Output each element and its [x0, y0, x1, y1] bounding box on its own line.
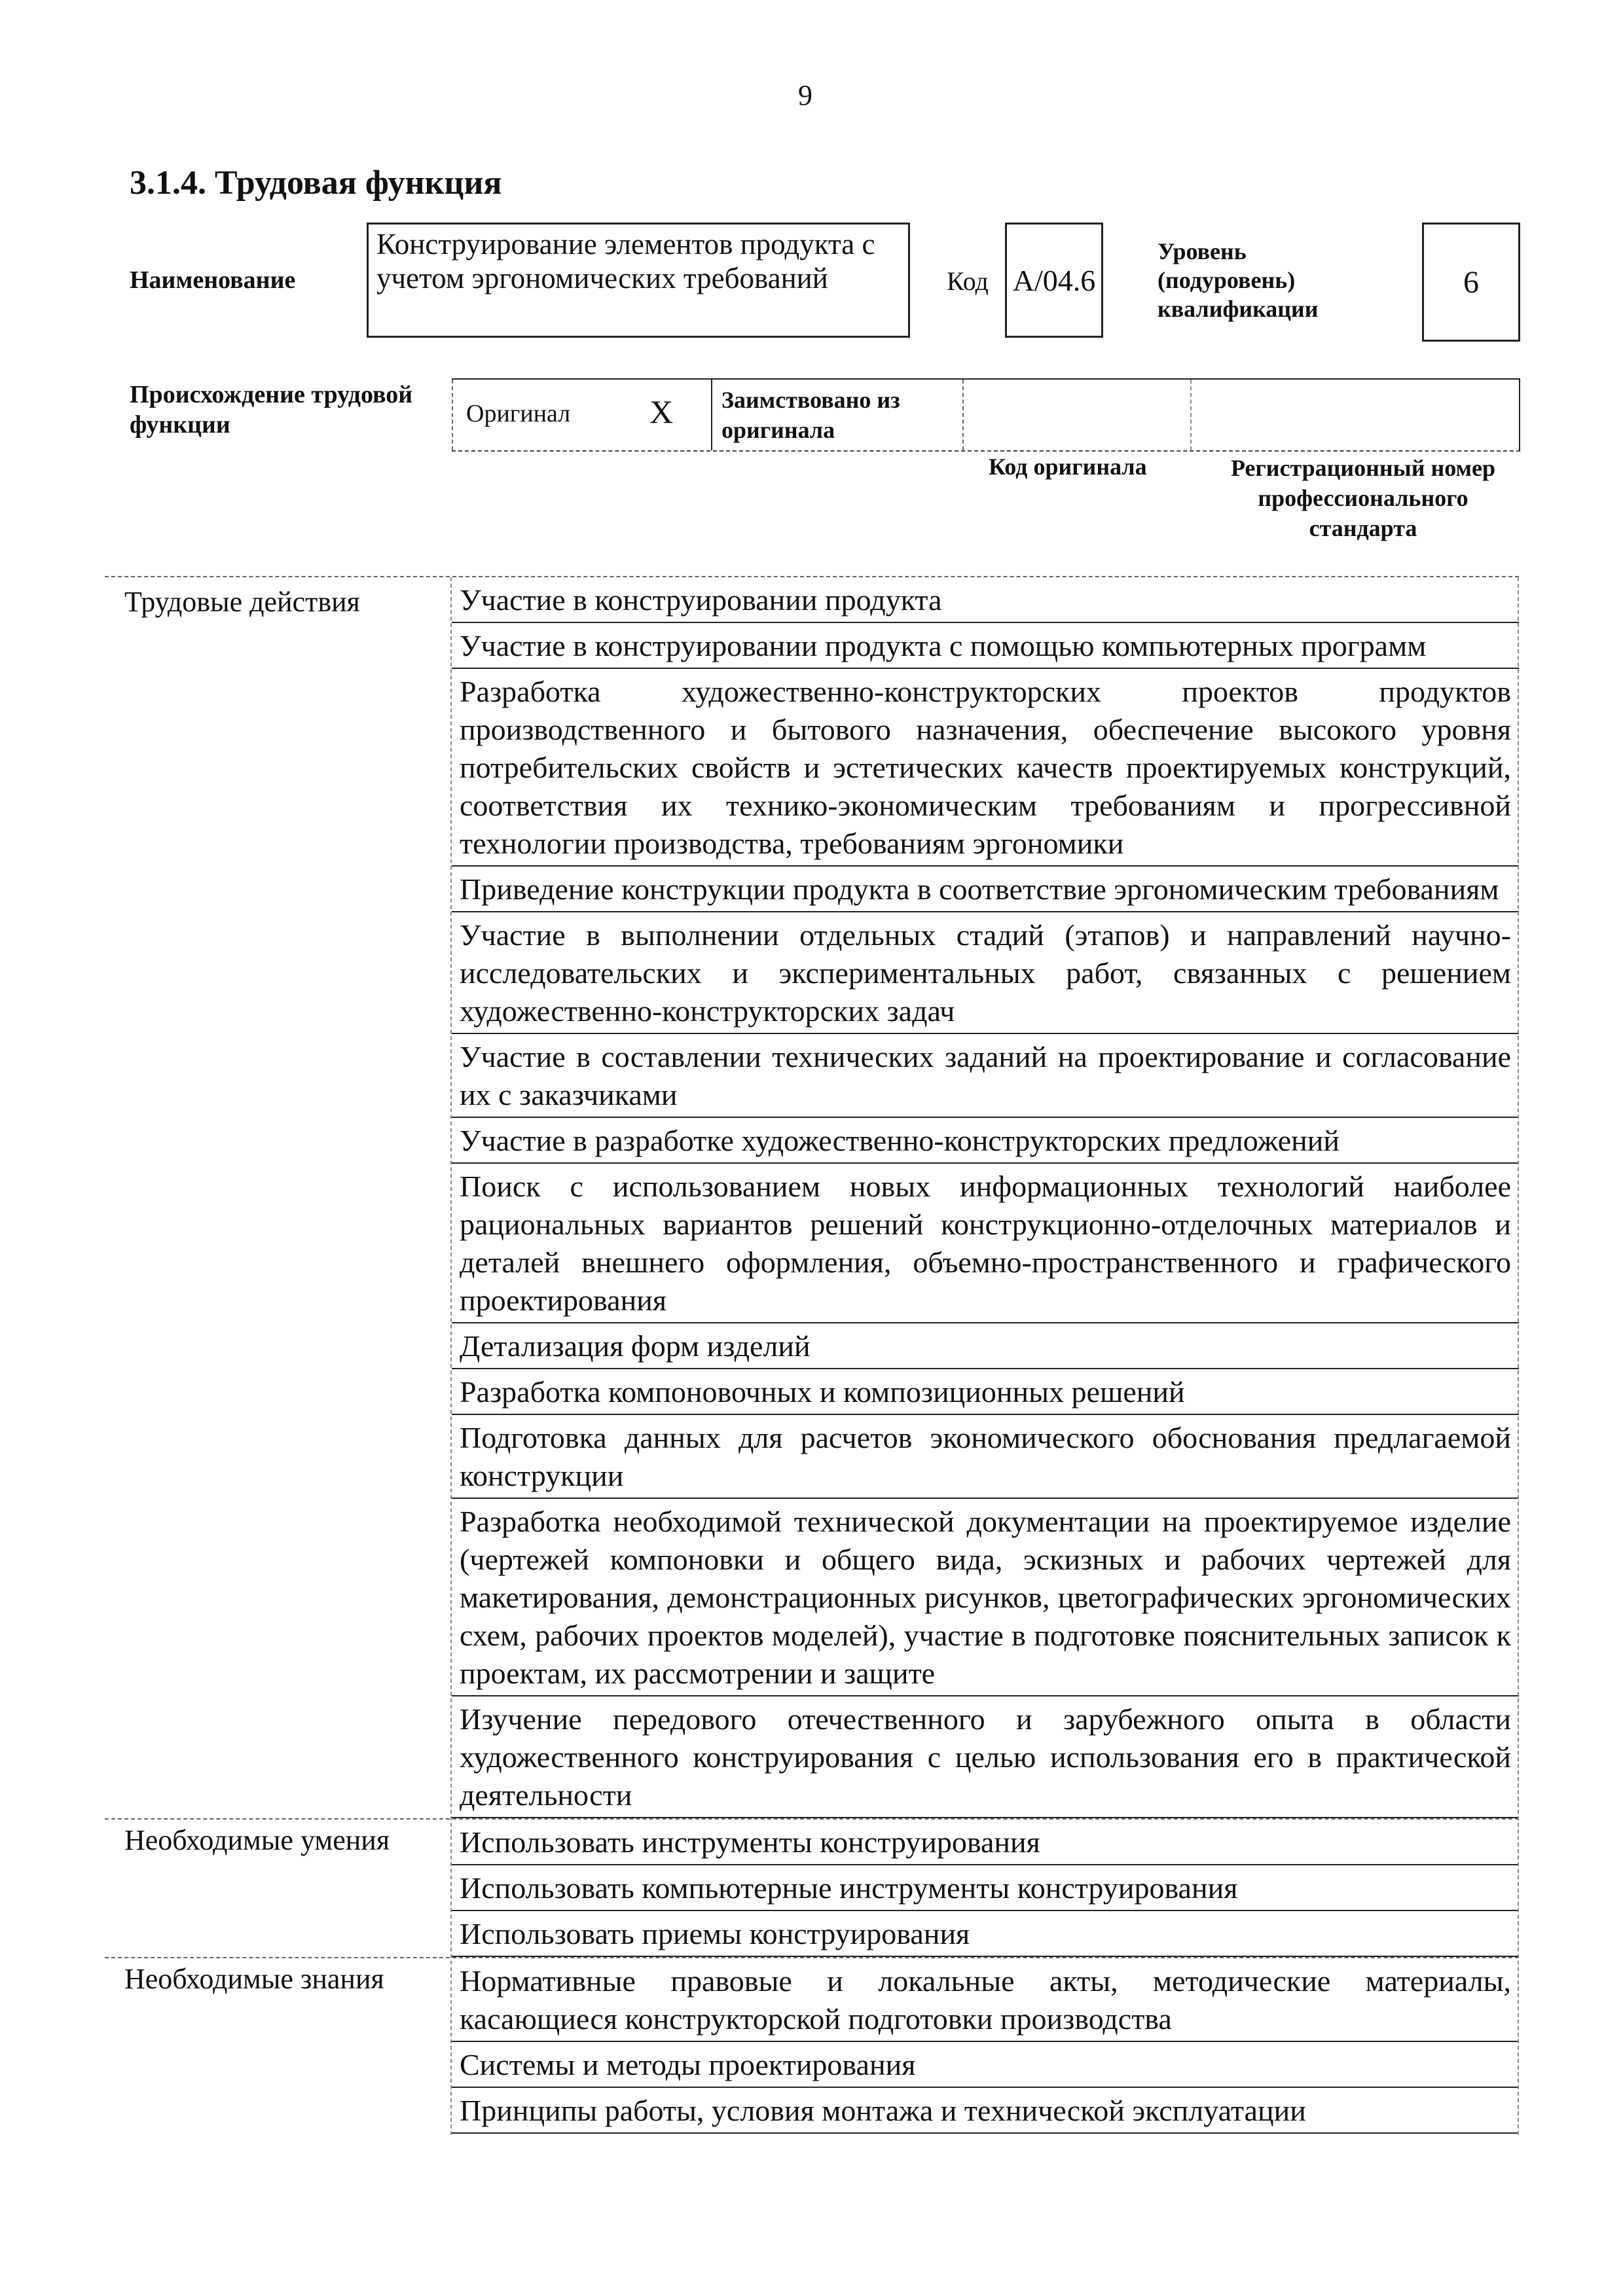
- borrowed-line1: Заимствовано из: [721, 387, 900, 413]
- original-code-cell: [962, 380, 1190, 450]
- labor-action-item: Разработка художественно-конструкторских проектов продуктов производственного и бытового назначения, обеспечение высокого уровня потребительских свойств и эстетических качеств проектируемых конструкций, соответствия их технико-экономическим требованиям и прогрессивной технологии производства, требованиям эргономики: [452, 669, 1519, 867]
- original-label: Оригинал: [466, 400, 571, 427]
- labor-action-item: Поиск с использованием новых информационных технологий наиболее рациональных вариантов решений конструкционно-отделочных материалов и деталей внешнего оформления, объемно-пространственного и графического проектирования: [452, 1164, 1519, 1323]
- labor-actions-label: Трудовые действия: [124, 586, 360, 618]
- knowledge-item: Нормативные правовые и локальные акты, методические материалы, касающиеся конструкторской подготовки производства: [452, 1958, 1519, 2042]
- labor-actions-list: [452, 577, 1519, 1818]
- level-label-line1: Уровень: [1158, 238, 1247, 264]
- knowledge-item: Системы и методы проектирования: [452, 2042, 1519, 2088]
- function-name-box: Конструирование элементов продукта с учетом эргономических требований: [367, 223, 910, 338]
- skill-item: Использовать приемы конструирования: [452, 1911, 1519, 1957]
- labor-action-item: Участие в конструировании продукта: [452, 577, 1519, 623]
- section-title: 3.1.4. Трудовая функция: [130, 164, 502, 202]
- knowledge-item: Принципы работы, условия монтажа и технической эксплуатации: [452, 2088, 1519, 2134]
- code-box: А/04.6: [1005, 223, 1103, 338]
- registration-number-cell: [1190, 380, 1520, 450]
- labor-action-item: Участие в разработке художественно-конструкторских предложений: [452, 1118, 1519, 1164]
- origin-table: [452, 378, 1520, 452]
- original-mark: X: [649, 393, 674, 430]
- original-cell: [452, 380, 711, 450]
- requirements-table: [105, 576, 1519, 2134]
- labor-action-item: Разработка компоновочных и композиционных решений: [452, 1369, 1519, 1415]
- origin-label-line2: функции: [130, 411, 230, 439]
- labor-action-item: Участие в выполнении отдельных стадий (этапов) и направлений научно-исследовательских и экспериментальных работ, связанных с решением художественно-конструкторских задач: [452, 912, 1519, 1034]
- level-label-line2: (подуровень): [1158, 267, 1296, 293]
- caption-registration-number: Регистрационный номер профессионального стандарта: [1230, 455, 1496, 541]
- right-border: [1518, 577, 1519, 2135]
- labor-action-item: Участие в составлении технических заданий на проектирование и согласование их с заказчиками: [452, 1034, 1519, 1118]
- borrowed-label: [721, 385, 900, 445]
- labor-action-item: Детализация форм изделий: [452, 1323, 1519, 1369]
- page-number: 9: [798, 79, 812, 111]
- knowledge-label: Необходимые знания: [124, 1963, 384, 1995]
- borrowed-line2: оригинала: [721, 417, 835, 443]
- skills-row: [105, 1820, 1519, 1958]
- borrowed-cell: [711, 380, 962, 450]
- level-label: [1158, 237, 1319, 323]
- skills-list: [452, 1820, 1519, 1957]
- origin-label-line1: Происхождение трудовой: [130, 381, 413, 408]
- origin-label: [130, 380, 412, 440]
- level-label-line3: квалификации: [1158, 296, 1319, 322]
- labor-action-item: Участие в конструировании продукта с помощью компьютерных программ: [452, 623, 1519, 669]
- skills-label: Необходимые умения: [124, 1824, 390, 1856]
- skill-item: Использовать инструменты конструирования: [452, 1820, 1519, 1865]
- knowledge-list: [452, 1958, 1519, 2134]
- knowledge-row: [105, 1958, 1519, 2134]
- labor-action-item: Разработка необходимой технической документации на проектируемое изделие (чертежей компоновки и общего вида, эскизных и рабочих чертежей для макетирования, демонстрационных рисунков, цветографических эргономических схем, рабочих проектов моделей), участие в подготовке пояснительных записок к проектам, их рассмотрении и защите: [452, 1499, 1519, 1696]
- caption-original-code: Код оригинала: [989, 454, 1147, 480]
- labor-action-item: Изучение передового отечественного и зарубежного опыта в области художественного конструирования с целью использования его в практической деятельности: [452, 1696, 1519, 1818]
- level-box: 6: [1422, 223, 1520, 342]
- skill-item: Использовать компьютерные инструменты конструирования: [452, 1865, 1519, 1911]
- code-label: Код: [947, 266, 989, 296]
- labor-actions-row: [105, 577, 1519, 1820]
- labor-action-item: Подготовка данных для расчетов экономического обоснования предлагаемой конструкции: [452, 1415, 1519, 1499]
- labor-action-item: Приведение конструкции продукта в соответствие эргономическим требованиям: [452, 867, 1519, 912]
- column-divider: [450, 577, 452, 2135]
- name-label: Наименование: [130, 266, 296, 294]
